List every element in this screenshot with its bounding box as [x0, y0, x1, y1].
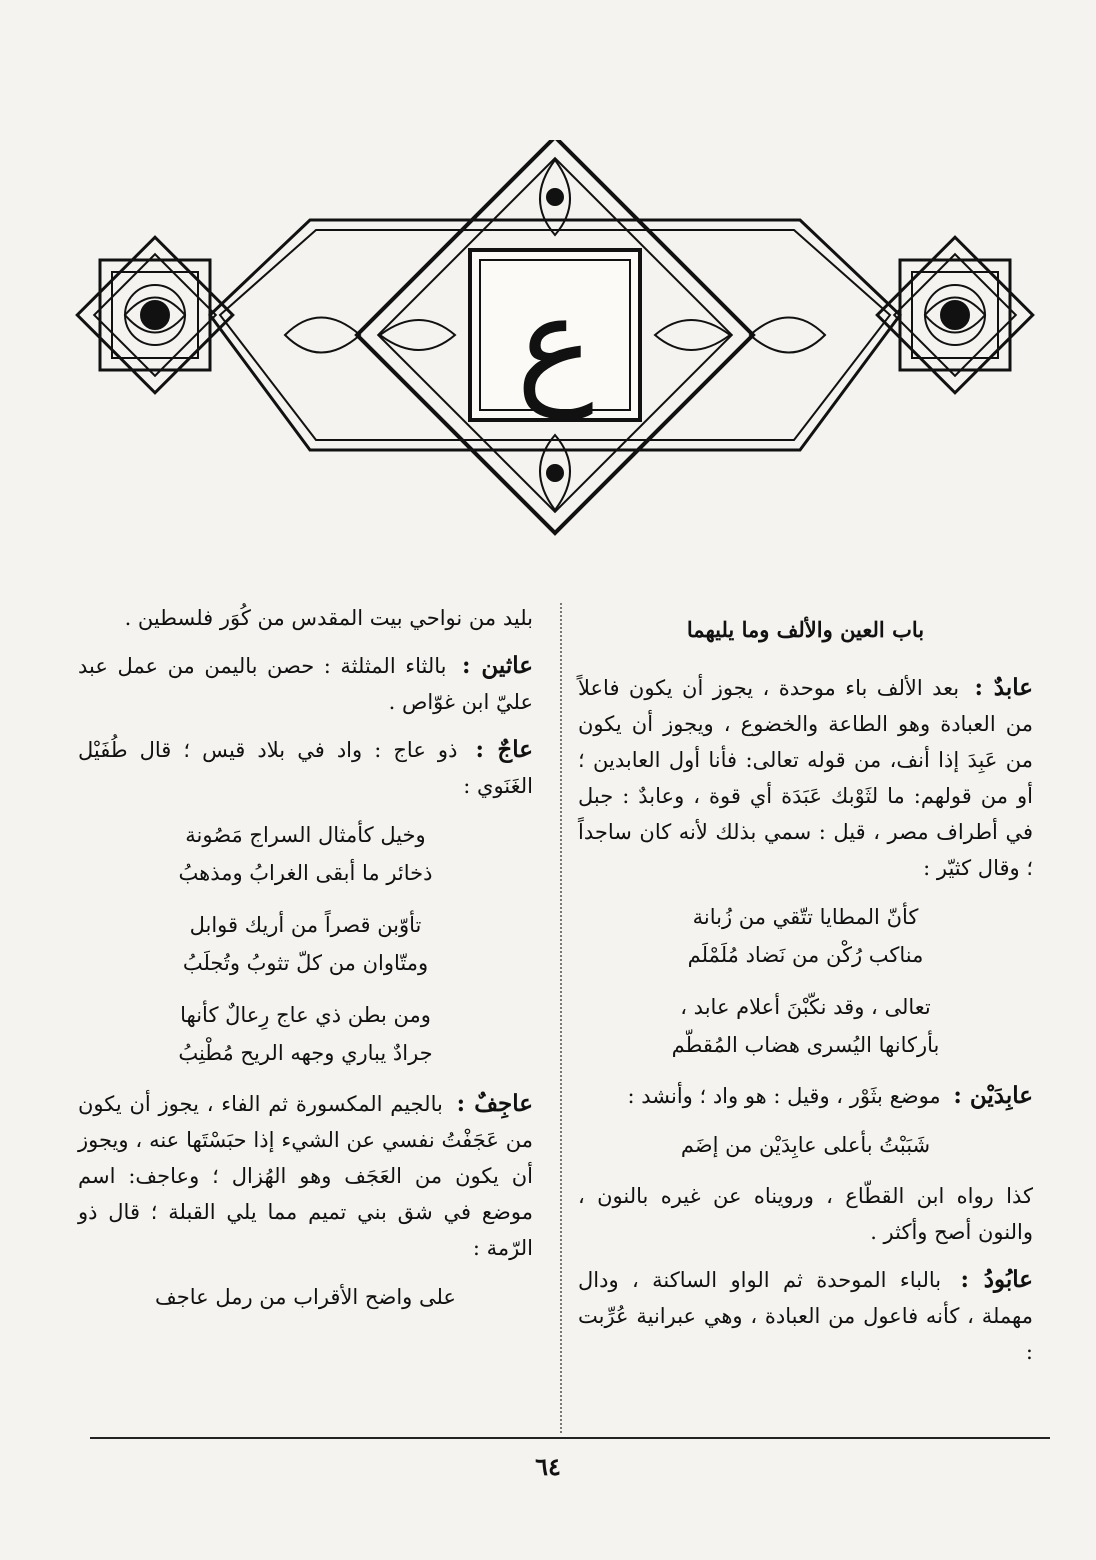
verse: [578, 1126, 1033, 1164]
chapter-ornament: [70, 140, 1040, 540]
verse-line: ومتّاوان من كلّ تثوبُ وتُجلَبُ: [182, 951, 429, 975]
verse: [78, 816, 533, 892]
entry-headword: عاجِفٌ :: [456, 1090, 533, 1117]
column-divider: [560, 603, 562, 1433]
entry-headword: عاجٌ :: [475, 736, 533, 763]
entry-ajif: [78, 1086, 533, 1266]
entry-aj: [78, 732, 533, 804]
entry-headword: عابدٌ :: [974, 674, 1033, 701]
entry-text: بالثاء المثلثة : حصن باليمن من عمل عبد عليّ ابن غوّاص .: [78, 654, 533, 714]
entry-text: ذو عاج : واد في بلاد قيس ؛ قال طُفَيْل الغَنَوي :: [78, 738, 533, 798]
verse-line: مناكب رُكْن من نَضاد مُلَمْلَم: [687, 943, 924, 967]
entry-text: بعد الألف باء موحدة ، يجوز أن يكون فاعلاً من العبادة وهو الطاعة والخضوع ، ويجوز أن يكون من عَبِدَ إذا أنف، من قوله تعالى: فأنا أول العابدين ؛ أو من قولهم: ما لثَوْبك عَبَدَة أي قوة ، وعابدٌ : جبل في أطراف مصر ، قيل : سمي بذلك لأنه كان ساجداً ؛ وقال كثيّر :: [578, 676, 1033, 880]
entry-text: بالجيم المكسورة ثم الفاء ، يجوز أن يكون من عَجَفْتُ نفسي عن الشيء إذا حبَسْتَها عنه ، ويجوز أن يكون من العَجَف وهو الهُزال ؛ وعاجف: اسم موضع في شق بني تميم مما يلي القبلة ؛ قال ذو الرّمة :: [78, 1092, 533, 1260]
entry-text: موضع بثَوْر ، وقيل : هو واد ؛ وأنشد :: [627, 1084, 941, 1108]
right-column: [578, 600, 1033, 1382]
verse: [78, 1278, 533, 1316]
entry-note: كذا رواه ابن القطّاع ، ورويناه عن غيره بالنون ، والنون أصح وأكثر .: [578, 1184, 1033, 1244]
verse-line: تأوّبن قصراً من أريك قوابل: [189, 913, 422, 937]
page-number: ٦٤: [535, 1452, 561, 1481]
verse-line: ومن بطن ذي عاج رِعالٌ كأنها: [180, 1003, 431, 1027]
verse-line: وخيل كأمثال السراج مَصُونة: [185, 823, 426, 847]
verse-line: جرادٌ يباري وجهه الريح مُطْنِبُ: [178, 1041, 433, 1065]
entry-abid: [578, 670, 1033, 886]
entry-abud: [578, 1262, 1033, 1370]
verse: [78, 906, 533, 982]
verse-line: تعالى ، وقد نكّبْنَ أعلام عابد ،: [680, 995, 931, 1019]
entry-headword: عاثين :: [462, 652, 533, 679]
continued-text: بليد من نواحي بيت المقدس من كُوَر فلسطين .: [124, 606, 533, 630]
entry-athin: [78, 648, 533, 720]
verse-line: على واضح الأقراب من رمل عاجف: [155, 1285, 456, 1309]
verse-line: كأنّ المطايا تتّقي من زُبانة: [692, 905, 919, 929]
chapter-letter: ع: [516, 267, 594, 419]
entry-headword: عابُودُ :: [960, 1266, 1033, 1293]
verse-line: بأركانها اليُسرى هضاب المُقطّم: [671, 1033, 940, 1057]
verse: [78, 996, 533, 1072]
left-column: [78, 600, 533, 1330]
entry-headword: عابِدَيْن :: [953, 1082, 1033, 1109]
entry-abidayn: [578, 1078, 1033, 1114]
verse-line: ذخائر ما أبقى الغرابُ ومذهبُ: [178, 861, 433, 885]
verse: [578, 898, 1033, 974]
footer-rule: [90, 1437, 1050, 1439]
verse-line: شَبَبْتُ بأعلى عابِدَيْن من إضَم: [680, 1133, 931, 1157]
verse: [578, 988, 1033, 1064]
section-title: باب العين والألف وما يليهما: [686, 617, 925, 642]
entry-text: بالباء الموحدة ثم الواو الساكنة ، ودال مهملة ، كأنه فاعول من العبادة ، وهي عبرانية عُرِّبت :: [578, 1268, 1033, 1364]
